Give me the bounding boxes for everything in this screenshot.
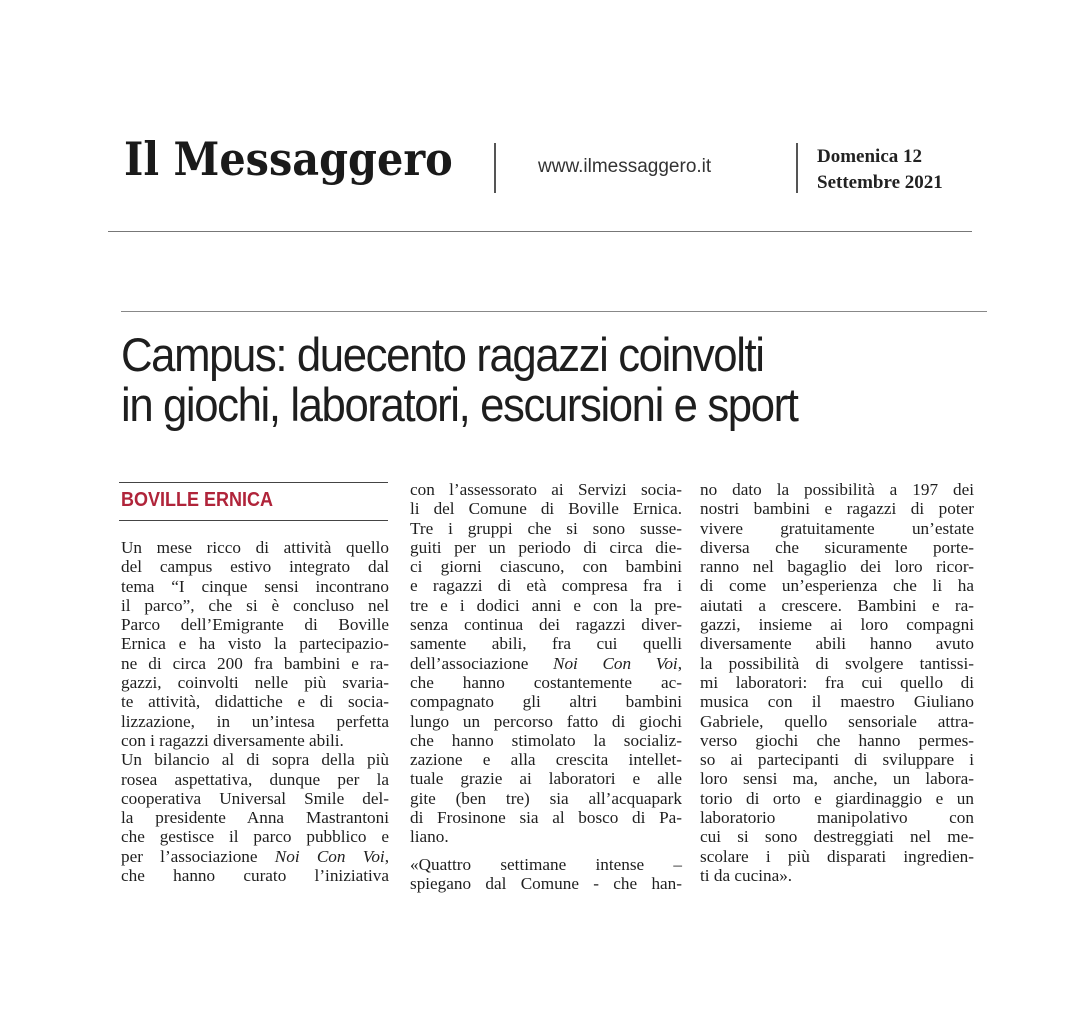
paragraph-gap	[410, 847, 682, 855]
date-line-day: Domenica 12	[817, 146, 923, 167]
text-line: Gabriele, quello sensoriale attra-	[700, 711, 974, 731]
text-line: liano.	[410, 827, 449, 847]
text-line: Parco dell’Emigrante di Boville	[121, 615, 389, 635]
text-line: diversamente abili hanno avuto	[700, 634, 974, 654]
date-line-month-year: Settembre 2021	[817, 172, 943, 193]
text-line: Un bilancio al di sopra della più	[121, 750, 389, 770]
text-line: per l’associazione Noi Con Voi,	[121, 846, 389, 866]
text-line: cui si sono destreggiati nel me-	[700, 827, 974, 847]
text-line: «Quattro settimane intense –	[410, 854, 682, 874]
newspaper-logo: Il Messaggero	[124, 132, 453, 186]
article-headline	[121, 330, 939, 430]
text-line: tema “I cinque sensi incontrano	[121, 576, 389, 596]
article-column-3	[700, 480, 974, 885]
text-line: spiegano dal Comune - che han-	[410, 873, 682, 893]
article-top-rule	[121, 311, 987, 312]
masthead-divider	[796, 143, 798, 193]
text-line: che hanno curato l’iniziativa	[121, 866, 389, 886]
text-line: samente abili, fra cui quelli	[410, 634, 682, 654]
text-line: lizzazione, in un’intesa perfetta	[121, 711, 389, 731]
text-line: di Frosinone sia al bosco di Pa-	[410, 808, 682, 828]
text-line: so ai partecipanti di sviluppare i	[700, 750, 974, 770]
text-line: lungo un percorso fatto di giochi	[410, 711, 682, 731]
text-line: gazzi, insieme ai loro compagni	[700, 615, 974, 635]
text-line: di come un’esperienza che li ha	[700, 576, 974, 596]
text-line: nostri bambini e ragazzi di poter	[700, 499, 974, 519]
text-line: del campus estivo integrato dal	[121, 557, 389, 577]
text-line: senza continua dei ragazzi diver-	[410, 615, 682, 635]
text-line: che gestisce il parco pubblico e	[121, 827, 389, 847]
text-line: laboratorio manipolativo con	[700, 808, 974, 828]
text-line: zazione e alla crescita intellet-	[410, 750, 682, 770]
text-line: tre e i dodici anni e con la pre-	[410, 595, 682, 615]
text-line: con l’assessorato ai Servizi socia-	[410, 480, 682, 499]
masthead-date	[817, 144, 943, 196]
text-line: tuale grazie ai laboratori e alle	[410, 769, 682, 789]
text-line: Ernica e ha visto la partecipazio-	[121, 634, 389, 654]
kicker-rule	[119, 520, 388, 521]
text-line: che hanno stimolato la socializ-	[410, 730, 682, 750]
text-line: gite (ben tre) sia all’acquapark	[410, 788, 682, 808]
masthead-url: www.ilmessaggero.it	[538, 156, 712, 177]
text-line: il parco”, che si è concluso nel	[121, 595, 389, 615]
masthead-divider	[494, 143, 496, 193]
article-kicker: BOVILLE ERNICA	[121, 489, 274, 511]
masthead-rule	[108, 231, 972, 232]
text-line: diversa che sicuramente porte-	[700, 537, 974, 557]
text-line: Tre i gruppi che si sono susse-	[410, 518, 682, 538]
text-line: rosea aspettativa, dunque per la	[121, 769, 389, 789]
kicker-rule	[119, 482, 388, 483]
text-line: scolare i più disparati ingredien-	[700, 846, 974, 866]
text-line: compagnato gli altri bambini	[410, 692, 682, 712]
text-line: verso giochi che hanno permes-	[700, 730, 974, 750]
text-line: mi laboratori: fra cui quello di	[700, 672, 974, 692]
text-line: musica con il maestro Giuliano	[700, 692, 974, 712]
headline-line: Campus: duecento ragazzi coinvolti	[121, 328, 764, 381]
text-line: ci giorni ciascuno, con bambini	[410, 557, 682, 577]
text-line: no dato la possibilità a 197 dei	[700, 480, 974, 499]
text-line: torio di orto e giardinaggio e un	[700, 788, 974, 808]
text-line: con i ragazzi diversamente abili.	[121, 730, 344, 750]
text-line: la possibilità di svolgere tantissi-	[700, 653, 974, 673]
text-line: Un mese ricco di attività quello	[121, 538, 389, 557]
article-column-2	[410, 480, 682, 893]
text-line: loro sensi ma, anche, un labora-	[700, 769, 974, 789]
text-line: gazzi, coinvolti nelle più svaria-	[121, 673, 389, 693]
text-line: guiti per un periodo di circa die-	[410, 537, 682, 557]
text-line: li del Comune di Boville Ernica.	[410, 499, 682, 519]
text-line: e ragazzi di età compresa fra i	[410, 576, 682, 596]
text-line: te attività, didattiche e di socia-	[121, 692, 389, 712]
text-line: vivere gratuitamente un’estate	[700, 518, 974, 538]
text-line: che hanno costantemente ac-	[410, 672, 682, 692]
text-line: ne di circa 200 fra bambini e ra-	[121, 653, 389, 673]
text-line: ranno nel bagaglio dei loro ricor-	[700, 557, 974, 577]
headline-line: in giochi, laboratori, escursioni e sport	[121, 378, 798, 431]
text-line: la presidente Anna Mastrantoni	[121, 808, 389, 828]
text-line: dell’associazione Noi Con Voi,	[410, 653, 682, 673]
text-line: ti da cucina».	[700, 865, 793, 885]
text-line: cooperativa Universal Smile del-	[121, 788, 389, 808]
text-line: aiutati a crescere. Bambini e ra-	[700, 595, 974, 615]
article-column-1	[121, 538, 389, 885]
